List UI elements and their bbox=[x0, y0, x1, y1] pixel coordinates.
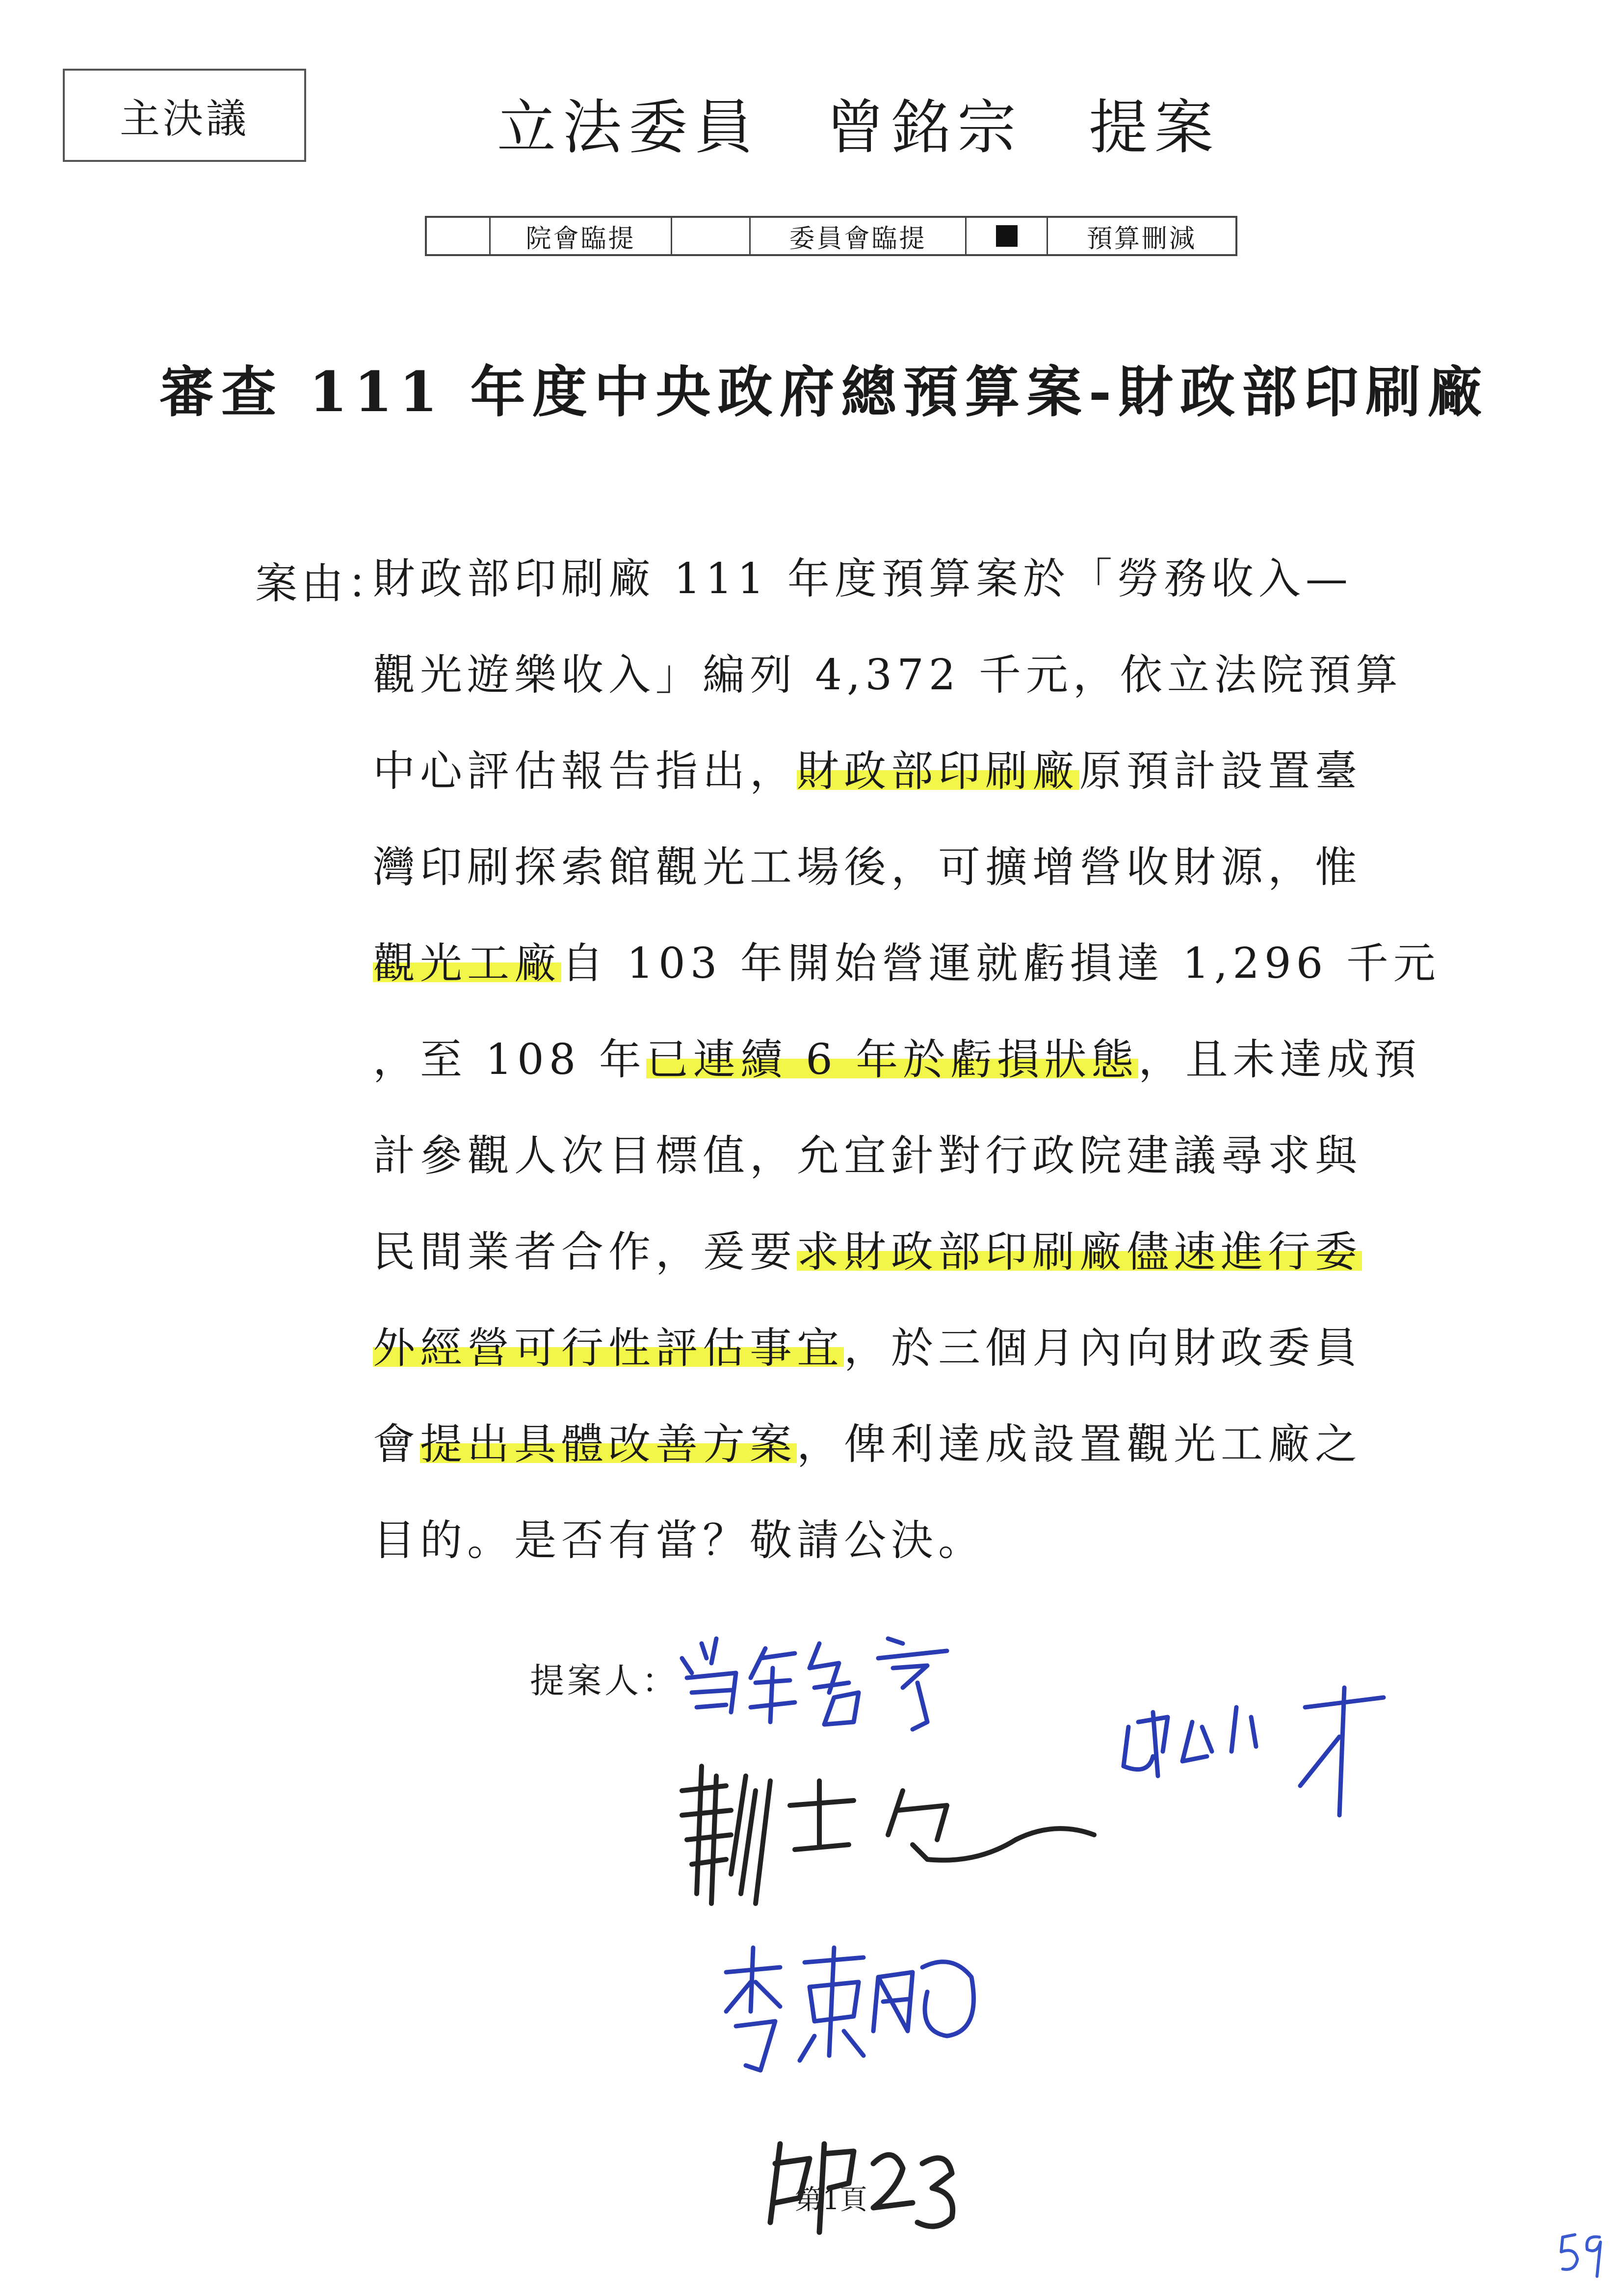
case-text-line bbox=[373, 838, 1442, 897]
case-text-line bbox=[373, 549, 1442, 608]
checkbox-cell-budget-cut[interactable] bbox=[967, 218, 1048, 254]
page-number: 第1頁 bbox=[795, 2184, 867, 2216]
handwritten-signature-icon bbox=[1109, 1678, 1413, 1825]
case-text: ，俾利達成設置觀光工廠之 bbox=[797, 1420, 1362, 1469]
highlighted-text: 求財政部印刷廠儘速進行委 bbox=[797, 1227, 1362, 1277]
signature-4 bbox=[716, 1933, 991, 2080]
option-plenary: 院會臨提 bbox=[491, 218, 672, 254]
case-text-line bbox=[373, 1126, 1442, 1185]
resolution-type-label: 主決議 bbox=[119, 95, 249, 142]
handwritten-note-icon bbox=[1555, 2227, 1609, 2281]
handwritten-note-icon bbox=[756, 2124, 971, 2242]
highlighted-text: 觀光工廠 bbox=[373, 939, 561, 988]
checked-square-icon bbox=[996, 225, 1018, 247]
handwritten-signature-icon bbox=[672, 1624, 986, 1737]
case-text: 會 bbox=[373, 1420, 420, 1469]
option-committee: 委員會臨提 bbox=[751, 218, 967, 254]
signature-2 bbox=[672, 1747, 1104, 1923]
resolution-type-box bbox=[63, 69, 306, 162]
classification-strip bbox=[425, 216, 1237, 256]
signature-1 bbox=[672, 1624, 986, 1737]
highlighted-text: 提出具體改善方案 bbox=[420, 1420, 797, 1469]
case-text: 計參觀人次目標值，允宜針對行政院建議尋求與 bbox=[373, 1131, 1362, 1180]
handwritten-mark-stamp bbox=[756, 2124, 971, 2242]
case-text: 原預計設置臺 bbox=[1079, 747, 1362, 796]
case-text: 自 103 年開始營運就虧損達 1,296 千元 bbox=[561, 939, 1441, 988]
case-text: 灣印刷探索館觀光工場後，可擴增營收財源，惟 bbox=[373, 843, 1362, 892]
document-title: 審查 111 年度中央政府總預算案-財政部印刷廠 bbox=[159, 360, 1490, 424]
case-text: ，至 108 年 bbox=[373, 1035, 646, 1084]
case-text: ，且未達成預 bbox=[1138, 1035, 1421, 1084]
signature-3 bbox=[1109, 1678, 1413, 1825]
case-text-line bbox=[373, 1223, 1442, 1281]
checkbox-cell-committee[interactable] bbox=[672, 218, 751, 254]
highlighted-text: 財政部印刷廠 bbox=[797, 747, 1079, 796]
case-text: 財政部印刷廠 111 年度預算案於「勞務收入— bbox=[373, 554, 1353, 603]
case-text-line bbox=[373, 1030, 1442, 1089]
case-text: ，於三個月內向財政委員 bbox=[844, 1324, 1362, 1373]
checkbox-cell-plenary[interactable] bbox=[427, 218, 491, 254]
proposer-header: 立法委員 曾銘宗 提案 bbox=[497, 94, 1220, 162]
proposer-label: 提案人： bbox=[530, 1661, 679, 1701]
handwritten-signature-icon bbox=[672, 1747, 1104, 1923]
case-text-line bbox=[373, 1319, 1442, 1378]
handwritten-page-count bbox=[1555, 2227, 1609, 2281]
case-text-line bbox=[373, 646, 1442, 704]
case-text-line bbox=[373, 1415, 1442, 1474]
case-text: 中心評估報告指出， bbox=[373, 747, 797, 796]
handwritten-signature-icon bbox=[716, 1933, 991, 2080]
option-budget-cut: 預算刪減 bbox=[1086, 224, 1197, 254]
case-text: 目的。是否有當？敬請公決。 bbox=[373, 1516, 985, 1565]
case-text-line bbox=[373, 934, 1442, 993]
case-text: 民間業者合作，爰要 bbox=[373, 1227, 797, 1277]
case-text: 觀光遊樂收入」編列 4,372 千元，依立法院預算 bbox=[373, 651, 1403, 700]
highlighted-text: 外經營可行性評估事宜 bbox=[373, 1324, 844, 1373]
case-label: 案由： bbox=[255, 559, 393, 608]
case-text-line bbox=[373, 742, 1442, 801]
case-text-line bbox=[373, 1511, 1442, 1570]
highlighted-text: 已連續 6 年於虧損狀態 bbox=[646, 1035, 1139, 1084]
